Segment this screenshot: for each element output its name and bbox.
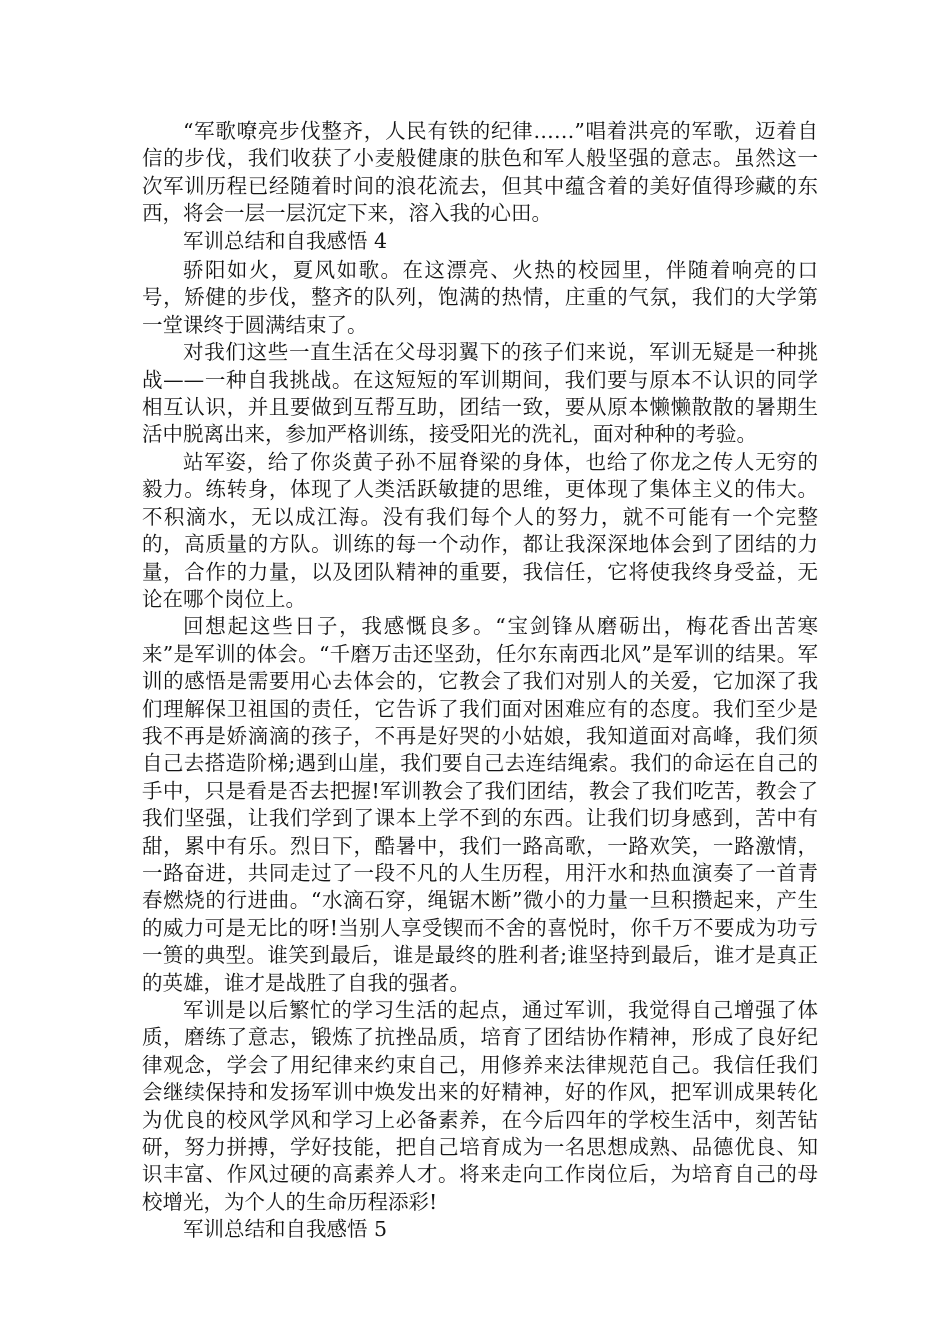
body-paragraph: 骄阳如火，夏风如歌。在这漂亮、火热的校园里，伴随着响亮的口号，矫健的步伐，整齐的队列，饱满的热情，庄重的气氛，我们的大学第一堂课终于圆满结束了。	[142, 258, 818, 337]
body-paragraph: 军训是以后繁忙的学习生活的起点，通过军训，我觉得自己增强了体质，磨练了意志，锻炼了抗挫品质，培育了团结协作精神，形成了良好纪律观念，学会了用纪律来约束自己，用修养来法律规范自己。我信任我们会继续保持和发扬军训中焕发出来的好精神，好的作风，把军训成果转化为优良的校风学风和学习上必备素养，在今后四年的学校生活中，刻苦钻研，努力拼搏，学好技能，把自己培育成为一名思想成熟、品德优良、知识丰富、作风过硬的高素养人才。将来走向工作岗位后，为培育自己的母校增光，为个人的生命历程添彩!	[142, 998, 818, 1214]
document-page	[142, 118, 818, 1246]
body-paragraph: 回想起这些日子，我感慨良多。“宝剑锋从磨砺出，梅花香出苦寒来”是军训的体会。“千磨万击还坚劲，任尔东南西北风”是军训的结果。军训的感悟是需要用心去体会的，它教会了我们对别人的关爱，它加深了我们理解保卫祖国的责任，它告诉了我们面对困难应有的态度。我们至少是我不再是娇滴滴的孩子，不再是好哭的小姑娘，我知道面对高峰，我们须自己去搭造阶梯;遇到山崖，我们要自己去连结绳索。我们的命运在自己的手中，只是看是否去把握!军训教会了我们团结，教会了我们吃苦，教会了我们坚强，让我们学到了课本上学不到的东西。让我们切身感到，苦中有甜，累中有乐。烈日下，酷暑中，我们一路高歌，一路欢笑，一路激情，一路奋进，共同走过了一段不凡的人生历程，用汗水和热血演奏了一首青春燃烧的行进曲。“水滴石穿，绳锯木断”微小的力量一旦积攒起来，产生的威力可是无比的呀!当别人享受锲而不舍的喜悦时，你千万不要成为功亏一篑的典型。谁笑到最后，谁是最终的胜利者;谁坚持到最后，谁才是真正的英雄，谁才是战胜了自我的强者。	[142, 614, 818, 995]
body-paragraph: 对我们这些一直生活在父母羽翼下的孩子们来说，军训无疑是一种挑战——一种自我挑战。在这短短的军训期间，我们要与原本不认识的同学相互认识，并且要做到互帮互助，团结一致，要从原本懒懒散散的暑期生活中脱离出来，参加严格训练，接受阳光的洗礼，面对种种的考验。	[142, 340, 818, 447]
section-heading: 军训总结和自我感悟 4	[183, 228, 388, 253]
section-heading: 军训总结和自我感悟 5	[183, 1217, 388, 1242]
body-paragraph: 站军姿，给了你炎黄子孙不屈脊梁的身体，也给了你龙之传人无穷的毅力。练转身，体现了人类活跃敏捷的思维，更体现了集体主义的伟大。不积滴水，无以成江海。没有我们每个人的努力，就不可能有一个完整的，高质量的方队。训练的每一个动作，都让我深深地体会到了团结的力量，合作的力量，以及团队精神的重要，我信任，它将使我终身受益，无论在哪个岗位上。	[142, 449, 818, 611]
body-paragraph: “军歌嘹亮步伐整齐，人民有铁的纪律……”唱着洪亮的军歌，迈着自信的步伐，我们收获了小麦般健康的肤色和军人般坚强的意志。虽然这一次军训历程已经随着时间的浪花流去，但其中蕴含着的美好值得珍藏的东西，将会一层一层沉定下来，溶入我的心田。	[142, 119, 818, 226]
